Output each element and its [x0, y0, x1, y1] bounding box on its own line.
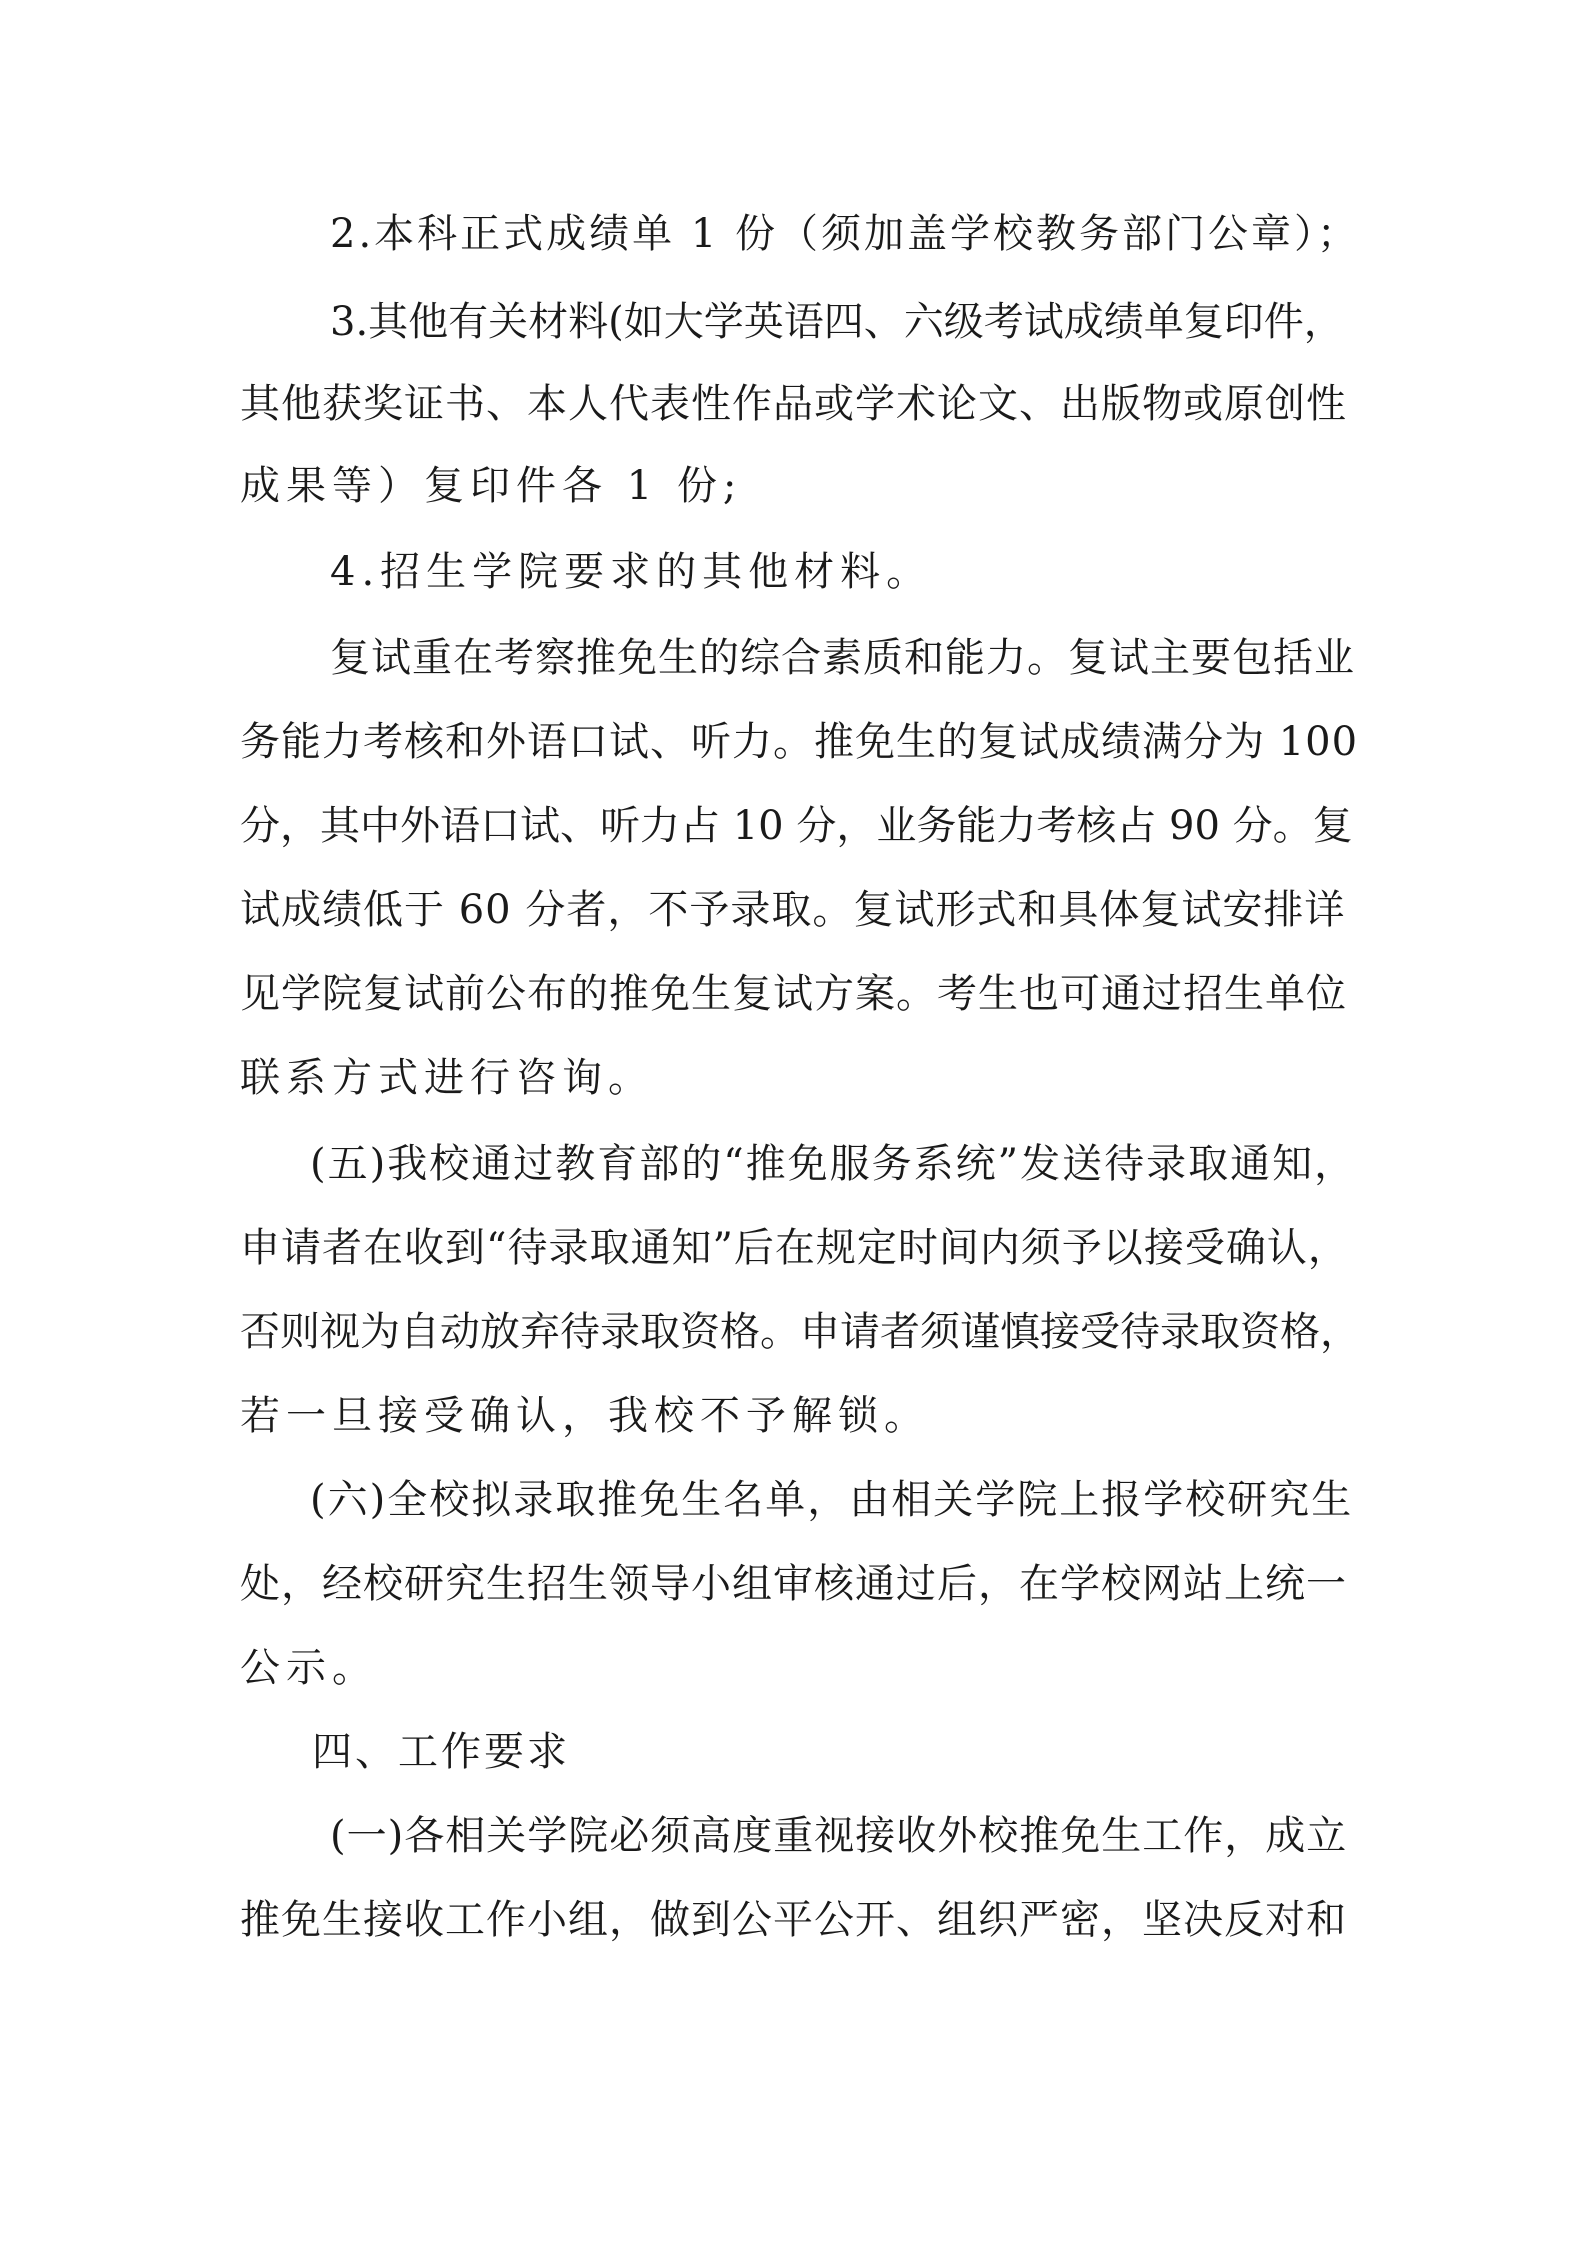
text-line: 公示。: [240, 1645, 378, 1691]
text-line: 处，经校研究生招生领导小组审核通过后，在学校网站上统一: [240, 1561, 1347, 1607]
text-line: 申请者在收到“待录取通知”后在规定时间内须予以接受确认，: [240, 1225, 1349, 1271]
text-line: 2.本科正式成绩单 1 份（须加盖学校教务部门公章）；: [330, 211, 1361, 257]
text-line: (一)各相关学院必须高度重视接收外校推免生工作，成立: [330, 1813, 1348, 1859]
text-line: 见学院复试前公布的推免生复试方案。考生也可通过招生单位: [240, 971, 1347, 1017]
text-line: 否则视为自动放弃待录取资格。申请者须谨慎接受待录取资格，: [240, 1309, 1360, 1355]
text-line: 务能力考核和外语口试、听力。推免生的复试成绩满分为 100: [240, 719, 1359, 765]
text-line: (六)全校拟录取推免生名单，由相关学院上报学校研究生: [310, 1477, 1354, 1523]
text-line: 试成绩低于 60 分者，不予录取。复试形式和具体复试安排详: [240, 887, 1346, 933]
text-line: (五)我校通过教育部的“推免服务系统”发送待录取通知，: [310, 1141, 1357, 1187]
text-line: 推免生接收工作小组，做到公平公开、组织严密，坚决反对和: [240, 1897, 1347, 1943]
section-heading: 四、工作要求: [312, 1729, 570, 1775]
text-line: 4.招生学院要求的其他材料。: [330, 549, 933, 595]
text-line: 其他获奖证书、本人代表性作品或学术论文、出版物或原创性: [240, 381, 1347, 427]
text-line: 若一旦接受确认，我校不予解锁。: [240, 1393, 930, 1439]
text-line: 分，其中外语口试、听力占 10 分，业务能力考核占 90 分。复: [240, 803, 1353, 849]
text-line: 3.其他有关材料(如大学英语四、六级考试成绩单复印件，: [330, 299, 1344, 345]
text-line: 复试重在考察推免生的综合素质和能力。复试主要包括业: [330, 635, 1355, 681]
text-line: 联系方式进行咨询。: [240, 1055, 654, 1101]
text-line: 成果等）复印件各 1 份;: [240, 463, 743, 509]
